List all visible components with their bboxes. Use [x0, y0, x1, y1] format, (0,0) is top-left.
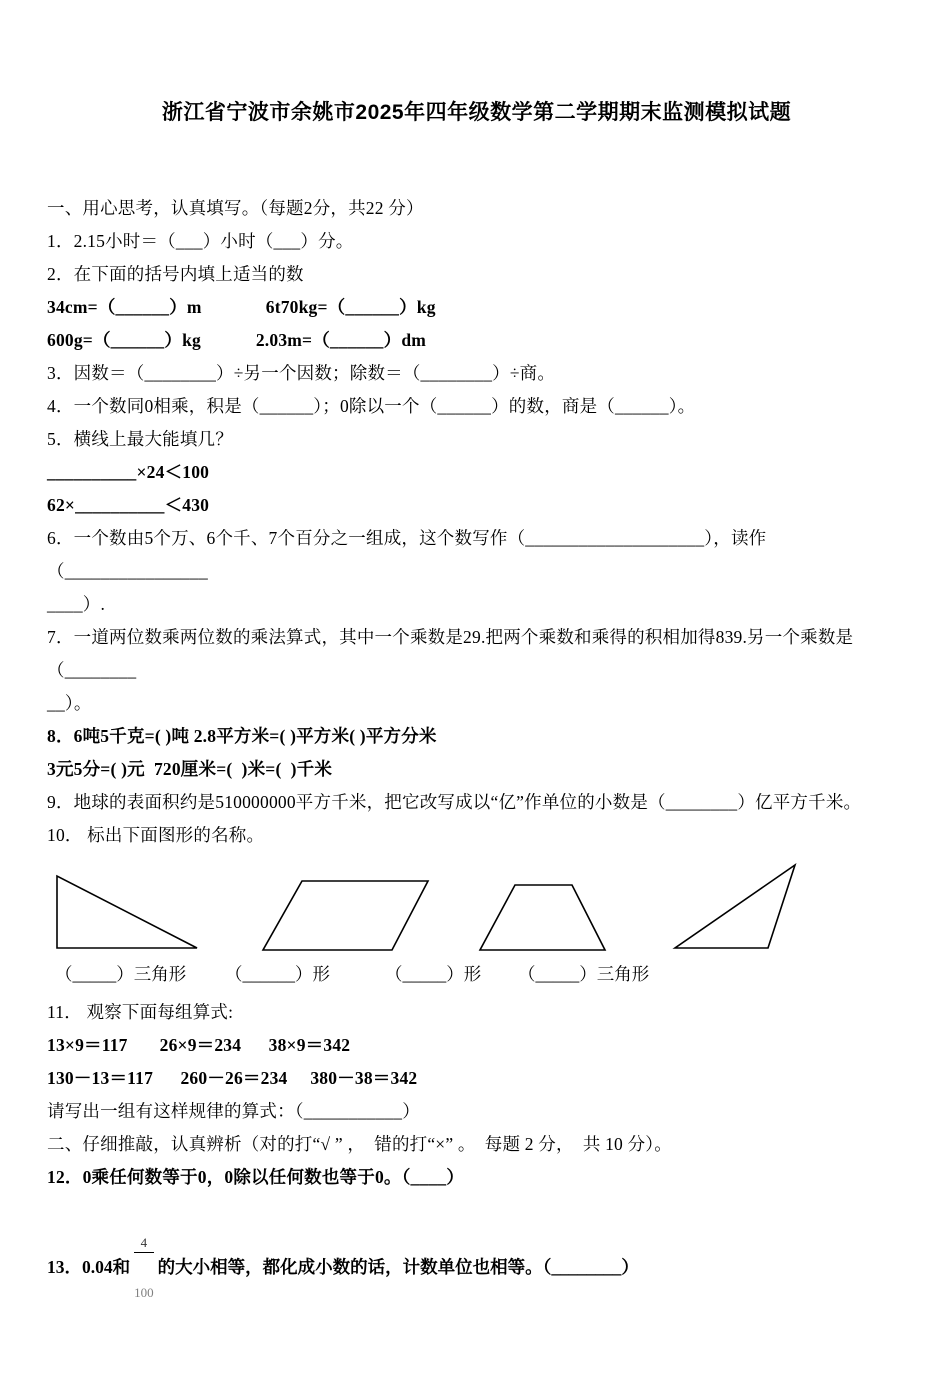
question-13 — [47, 1204, 906, 1332]
shape-label-trapezoid: （_____）形 — [385, 964, 482, 984]
obtuse-triangle-shape — [675, 865, 795, 948]
fraction-4-over-100 — [134, 1204, 154, 1332]
question-13-prefix: 13．0.04和 — [47, 1257, 131, 1278]
question-5-row2: 62×__________＜430 — [47, 495, 210, 515]
question-7-line2: __）。 — [47, 693, 92, 713]
question-1: 1．2.15小时＝（___）小时（___）分。 — [47, 231, 354, 251]
section1-heading: 一、用心思考，认真填写。（每题2分，共22 分） — [47, 198, 424, 218]
question-13-suffix: 的大小相等，都化成小数的话，计数单位也相等。（________） — [157, 1257, 639, 1278]
question-11-prompt: 请写出一组有这样规律的算式：（___________） — [47, 1101, 420, 1121]
question-10-figures — [47, 860, 906, 956]
question-2-row2: 600g=（______）kg 2.03m=（______）dm — [47, 330, 427, 350]
page-title: 浙江省宁波市余姚市2025年四年级数学第二学期期末监测模拟试题 — [161, 101, 792, 124]
question-6-line1: 6．一个数由5个万、6个千、7个百分之一组成，这个数写作（____________________），读作（________________ — [47, 528, 767, 581]
shape-label-obtuse-triangle: （_____）三角形 — [518, 964, 650, 984]
question-12: 12．0乘任何数等于0，0除以任何数也等于0。（____） — [47, 1167, 465, 1187]
question-3: 3．因数＝（________）÷另一个因数；除数＝（________）÷商。 — [47, 363, 556, 383]
shape-label-parallelogram: （______）形 — [225, 964, 330, 984]
question-10: 10． 标出下面图形的名称。 — [47, 825, 265, 845]
trapezoid-shape — [480, 885, 605, 950]
right-triangle-shape — [57, 876, 197, 948]
shapes-canvas — [47, 860, 907, 956]
question-11-intro: 11． 观察下面每组算式: — [47, 1002, 234, 1022]
fraction-denominator: 100 — [134, 1284, 154, 1300]
question-2-intro: 2．在下面的括号内填上适当的数 — [47, 264, 304, 284]
parallelogram-shape — [263, 881, 428, 950]
question-4: 4．一个数同0相乘，积是（______）；0除以一个（______）的数，商是（______）。 — [47, 396, 696, 416]
section2-heading: 二、仔细推敲，认真辨析（对的打“√ ” ， 错的打“×” 。 每题 2 分， 共 10 分）。 — [47, 1134, 672, 1154]
question-2-row1: 34cm=（______）m 6t70kg=（______）kg — [47, 297, 436, 317]
question-5-row1: __________×24＜100 — [47, 462, 210, 482]
question-6-line2: ____）. — [47, 594, 106, 614]
question-11-row1: 13×9＝117 26×9＝234 38×9＝342 — [47, 1035, 351, 1055]
shape-labels-row — [47, 958, 906, 992]
fraction-numerator: 4 — [134, 1235, 154, 1253]
question-5-intro: 5．横线上最大能填几？ — [47, 429, 233, 449]
question-7-line1: 7．一道两位数乘两位数的乘法算式，其中一个乘数是29.把两个乘数和乘得的积相加得839.另一个乘数是（________ — [47, 627, 854, 680]
question-8-row1: 8．6吨5千克=( )吨 2.8平方米=( )平方米( )平方分米 — [47, 726, 437, 746]
shape-label-right-triangle: （_____）三角形 — [55, 964, 187, 984]
question-9: 9．地球的表面积约是510000000平方千米，把它改写成以“亿”作单位的小数是（________）亿平方千米。 — [47, 792, 862, 812]
question-8-row2: 3元5分=( )元 720厘米=( )米=( )千米 — [47, 759, 333, 779]
question-11-row2: 130－13＝117 260－26＝234 380－38＝342 — [47, 1068, 418, 1088]
